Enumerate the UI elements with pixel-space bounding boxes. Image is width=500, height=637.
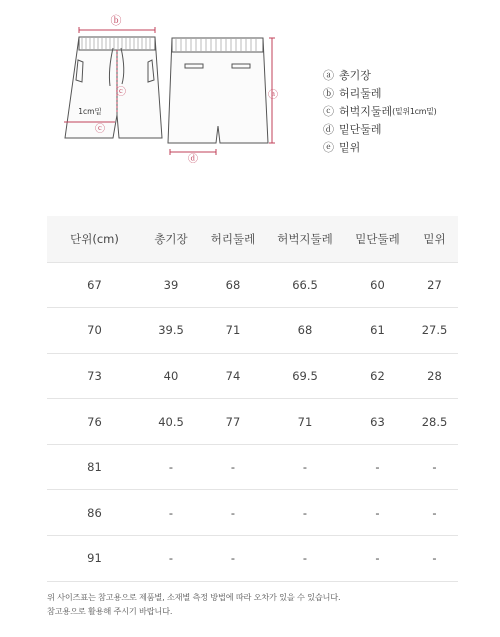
label-side-note: 1cm밑 bbox=[78, 107, 102, 116]
table-cell: 70 bbox=[47, 308, 142, 354]
size-table bbox=[47, 216, 458, 582]
shorts-back-view bbox=[168, 38, 268, 143]
table-cell: 76 bbox=[47, 399, 142, 445]
legend-mark: ⓓ bbox=[323, 123, 334, 136]
label-d: ⓓ bbox=[188, 154, 198, 165]
table-row bbox=[47, 399, 458, 445]
table-cell: 67 bbox=[47, 262, 142, 308]
table-cell: 81 bbox=[47, 444, 142, 490]
table-cell: 73 bbox=[47, 353, 142, 399]
table-cell: - bbox=[142, 536, 200, 582]
table-cell: - bbox=[200, 536, 266, 582]
label-c-mid: ⓒ bbox=[116, 87, 126, 98]
table-cell: 71 bbox=[266, 399, 344, 445]
legend-item-hem bbox=[323, 120, 436, 138]
table-cell: - bbox=[344, 444, 411, 490]
table-row bbox=[47, 490, 458, 536]
legend-item-rise bbox=[323, 138, 436, 156]
table-header-row bbox=[47, 216, 458, 262]
table-cell: 69.5 bbox=[266, 353, 344, 399]
table-cell: 39.5 bbox=[142, 308, 200, 354]
table-cell: - bbox=[266, 536, 344, 582]
table-row bbox=[47, 262, 458, 308]
table-cell: 91 bbox=[47, 536, 142, 582]
legend-label: 밑단둘레 bbox=[339, 123, 382, 136]
legend-label: 허벅지둘레 bbox=[339, 105, 393, 118]
shorts-front-view bbox=[65, 37, 162, 138]
legend-label: 총기장 bbox=[339, 69, 371, 82]
label-a: ⓐ bbox=[268, 90, 278, 101]
header-cell: 단위(cm) bbox=[47, 216, 142, 262]
table-cell: 60 bbox=[344, 262, 411, 308]
table-cell: 27 bbox=[411, 262, 458, 308]
table-cell: 40.5 bbox=[142, 399, 200, 445]
header-cell: 허벅지둘레 bbox=[266, 216, 344, 262]
measurement-legend bbox=[323, 66, 436, 156]
table-cell: 28.5 bbox=[411, 399, 458, 445]
footnote-line-2: 참고용으로 활용해 주시기 바랍니다. bbox=[47, 606, 173, 616]
footnote-line-1: 위 사이즈표는 참고용으로 제품별, 소재별 측정 방법에 따라 오차가 있을 수 있습니다. bbox=[47, 592, 341, 602]
table-row bbox=[47, 444, 458, 490]
legend-note: (밑위1cm밑) bbox=[392, 106, 437, 116]
table-cell: 68 bbox=[200, 262, 266, 308]
table-cell: - bbox=[142, 444, 200, 490]
legend-item-waist bbox=[323, 84, 436, 102]
table-cell: 61 bbox=[344, 308, 411, 354]
table-cell: - bbox=[344, 536, 411, 582]
table-cell: - bbox=[411, 444, 458, 490]
table-row bbox=[47, 308, 458, 354]
header-cell: 총기장 bbox=[142, 216, 200, 262]
table-cell: - bbox=[411, 536, 458, 582]
table-cell: 39 bbox=[142, 262, 200, 308]
table-cell: 74 bbox=[200, 353, 266, 399]
table-cell: 27.5 bbox=[411, 308, 458, 354]
legend-item-total-length bbox=[323, 66, 436, 84]
legend-mark: ⓑ bbox=[323, 87, 334, 100]
table-cell: - bbox=[266, 444, 344, 490]
legend-mark: ⓔ bbox=[323, 141, 334, 154]
table-cell: - bbox=[200, 444, 266, 490]
header-cell: 밑단둘레 bbox=[344, 216, 411, 262]
header-cell: 허리둘레 bbox=[200, 216, 266, 262]
legend-label: 밑위 bbox=[339, 141, 361, 154]
legend-label: 허리둘레 bbox=[339, 87, 382, 100]
legend-item-thigh bbox=[323, 102, 436, 120]
table-row bbox=[47, 536, 458, 582]
header-cell: 밑위 bbox=[411, 216, 458, 262]
label-b: ⓑ bbox=[110, 14, 122, 27]
label-c-bottom: ⓒ bbox=[95, 124, 105, 135]
table-cell: - bbox=[266, 490, 344, 536]
table-cell: - bbox=[142, 490, 200, 536]
table-cell: 71 bbox=[200, 308, 266, 354]
table-row bbox=[47, 353, 458, 399]
table-cell: 40 bbox=[142, 353, 200, 399]
table-cell: - bbox=[411, 490, 458, 536]
table-cell: 77 bbox=[200, 399, 266, 445]
table-cell: - bbox=[344, 490, 411, 536]
table-cell: - bbox=[200, 490, 266, 536]
table-cell: 68 bbox=[266, 308, 344, 354]
legend-mark: ⓐ bbox=[323, 69, 334, 82]
legend-mark: ⓒ bbox=[323, 105, 334, 118]
table-cell: 66.5 bbox=[266, 262, 344, 308]
table-cell: 86 bbox=[47, 490, 142, 536]
table-cell: 62 bbox=[344, 353, 411, 399]
table-cell: 28 bbox=[411, 353, 458, 399]
table-cell: 63 bbox=[344, 399, 411, 445]
